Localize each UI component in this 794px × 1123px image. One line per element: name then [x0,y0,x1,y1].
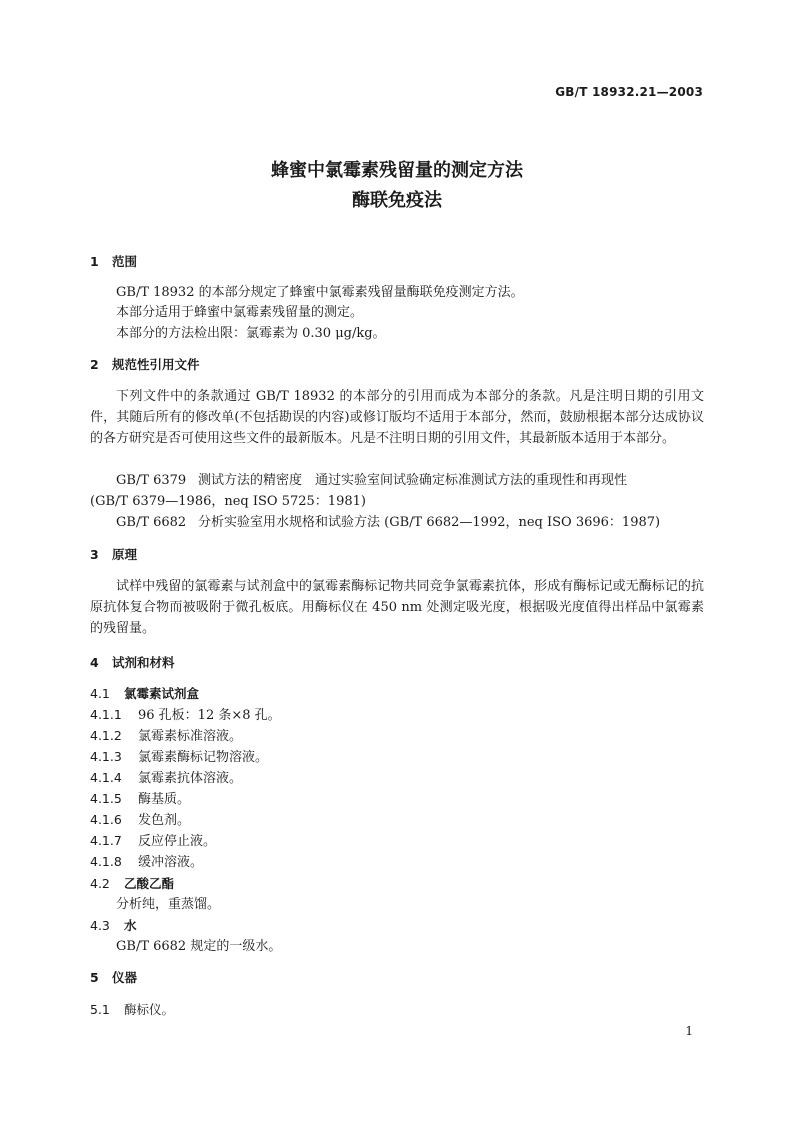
list-item-4-1-7 [90,833,216,850]
section-number: 2 [90,357,99,372]
subsection-text: 酶标仪。 [124,1002,175,1017]
document-subtitle: 酶联免疫法 [352,190,442,211]
section-heading-reagents [90,655,175,671]
subsection-title: 氯霉素试剂盒 [124,686,200,701]
item-text: 氯霉素抗体溶液。 [138,771,243,786]
section-heading-normative-references [90,357,200,373]
section-number: 1 [90,254,99,269]
item-text: 氯霉素酶标记物溶液。 [138,750,269,765]
item-number: 4.1.6 [90,812,122,827]
item-text: 氯霉素标准溶液。 [138,729,243,744]
list-item-4-1-2 [90,728,242,745]
standard-code: GB/T 18932.21—2003 [555,85,703,99]
item-number: 4.1.4 [90,770,122,785]
subsection-heading-ethyl-acetate [90,876,174,892]
reference-entry-gbt6682 [116,515,660,531]
subsection-number: 5.1 [90,1002,110,1017]
section-title: 试剂和材料 [112,655,175,670]
subsection-5-1 [90,1002,174,1018]
item-number: 4.1.2 [90,728,122,743]
reference-code: GB/T 6379 [116,473,187,488]
subsection-heading-test-kit [90,686,199,702]
section-number: 4 [90,655,99,670]
list-item-4-1-1 [90,707,281,724]
section-heading-principle [90,547,137,563]
item-number: 4.1.5 [90,791,122,806]
section-heading-apparatus [90,970,137,986]
item-text: 缓冲溶液。 [138,855,204,870]
scope-paragraph-2: 本部分适用于蜂蜜中氯霉素残留量的测定。 [116,305,364,320]
page-number: 1 [685,1024,693,1038]
section-number: 3 [90,547,99,562]
list-item-4-1-6 [90,812,190,829]
subsection-title: 水 [124,918,137,933]
scope-paragraph-1: GB/T 18932 的本部分规定了蜂蜜中氯霉素残留量酶联免疫测定方法。 [116,285,524,300]
item-number: 4.1.8 [90,854,122,869]
reference-title: 分析实验室用水规格和试验方法 (GB/T 6682—1992，neq ISO 3696：1987) [198,515,661,530]
list-item-4-1-3 [90,749,268,766]
reference-code: GB/T 6682 [116,515,187,530]
section-title: 仪器 [112,970,138,985]
document-title: 蜂蜜中氯霉素残留量的测定方法 [271,160,523,181]
item-text: 反应停止液。 [138,834,217,849]
section-title: 原理 [112,547,138,562]
list-item-4-1-4 [90,770,242,787]
subsection-heading-water [90,918,137,934]
reference-entry-gbt6379 [116,473,627,489]
scope-paragraph-3: 本部分的方法检出限：氯霉素为 0.30 μg/kg。 [116,326,386,341]
principle-paragraph: 试样中残留的氯霉素与试剂盒中的氯霉素酶标记物共同竞争氯霉素抗体，形成有酶标记或无酶标记的抗原抗体复合物而被吸附于微孔板底。用酶标仪在 450 nm 处测定吸光度，根据吸光度值得出样品中氯霉素的残留量。 [90,579,704,636]
section-heading-scope [90,254,137,270]
item-text: 96 孔板：12 条×8 孔。 [138,708,281,723]
reference-entry-gbt6379-continued: (GB/T 6379—1986，neq ISO 5725：1981) [90,494,366,509]
reference-title: 测试方法的精密度 通过实验室间试验确定标准测试方法的重现性和再现性 [198,473,628,488]
water-text: GB/T 6682 规定的一级水。 [116,939,282,954]
subsection-number: 4.2 [90,876,110,891]
item-number: 4.1.3 [90,749,122,764]
subsection-number: 4.3 [90,918,110,933]
subsection-title: 乙酸乙酯 [124,876,175,891]
item-text: 发色剂。 [138,813,191,828]
item-number: 4.1.7 [90,833,122,848]
section-title: 范围 [112,254,138,269]
list-item-4-1-8 [90,854,203,871]
list-item-4-1-5 [90,791,190,808]
references-intro-paragraph: 下列文件中的条款通过 GB/T 18932 的本部分的引用而成为本部分的条款。凡是注明日期的引用文件，其随后所有的修改单(不包括勘误的内容)或修订版均不适用于本部分，然而，鼓励根据本部分达成协议的各方研究是否可使用这些文件的最新版本。凡是不注明日期的引用文件，其最新版本适用于本部分。 [90,389,704,446]
item-text: 酶基质。 [138,792,191,807]
ethyl-acetate-text: 分析纯，重蒸馏。 [116,897,221,912]
subsection-number: 4.1 [90,686,110,701]
section-title: 规范性引用文件 [112,357,200,372]
item-number: 4.1.1 [90,707,122,722]
section-number: 5 [90,970,99,985]
